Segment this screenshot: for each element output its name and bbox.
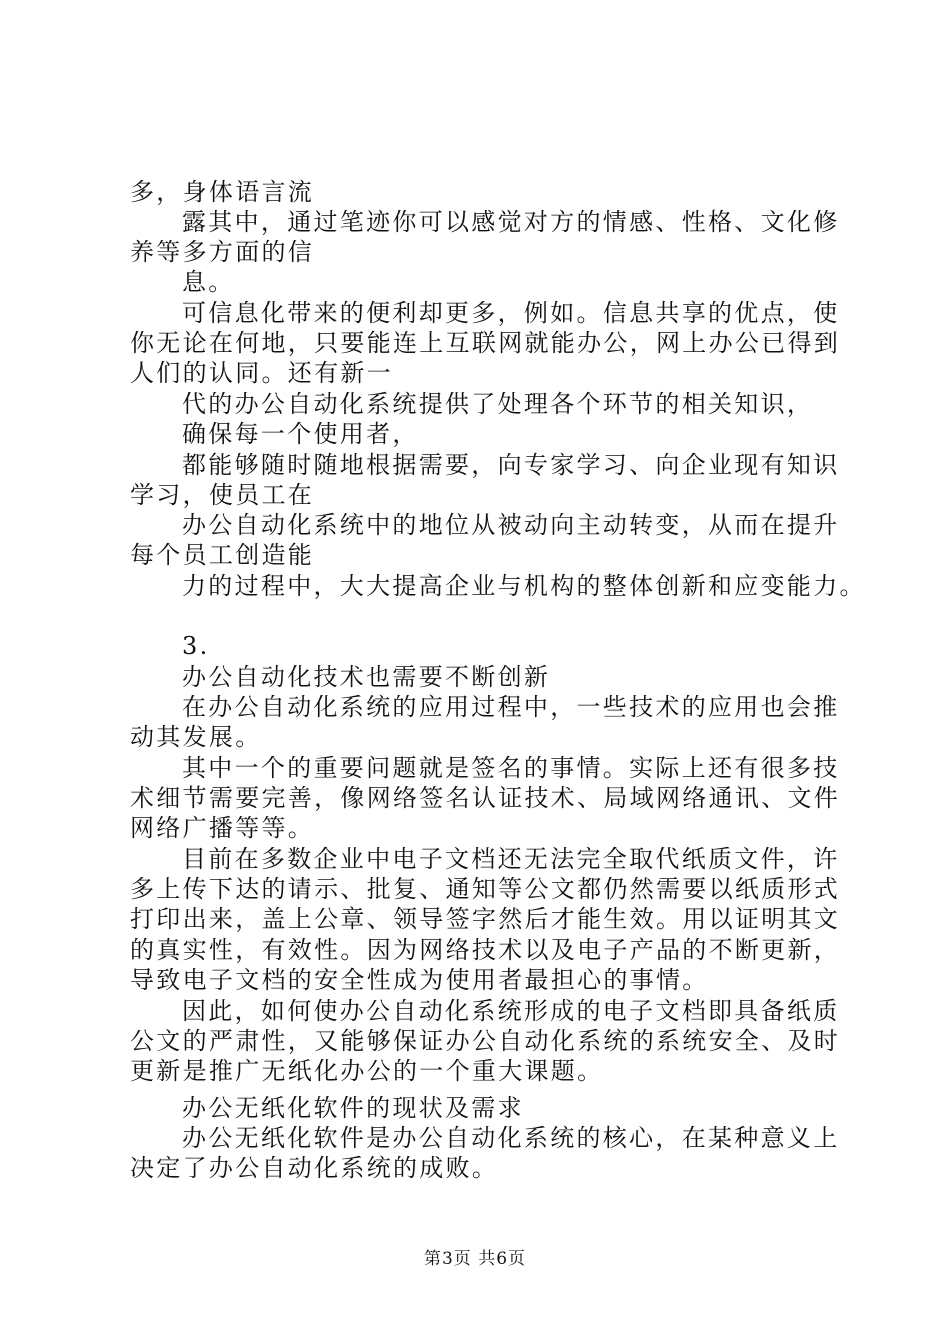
text-line: 你无论在何地，只要能连上互联网就能办公，网上办公已得到 [130,329,841,357]
text-line: 每个员工创造能 [130,541,315,569]
text-line: 目前在多数企业中电子文档还无法完全取代纸质文件，许 [182,845,840,873]
text-line: 打印出来，盖上公章、领导签字然后才能生效。用以证明其文 [130,905,841,933]
text-line: 办公自动化系统中的地位从被动向主动转变，从而在提升 [182,511,840,539]
text-line: 养等多方面的信 [130,238,315,266]
text-line: 在办公自动化系统的应用过程中，一些技术的应用也会推 [182,693,840,721]
text-line: 办公无纸化软件是办公自动化系统的核心，在某种意义上 [182,1124,840,1152]
section-number: 3. [182,632,210,660]
text-line: 多上传下达的请示、批复、通知等公文都仍然需要以纸质形式 [130,875,841,903]
text-line: 代的办公自动化系统提供了处理各个环节的相关知识， [182,390,814,418]
text-line: 确保每一个使用者， [182,420,419,448]
text-line: 导致电子文档的安全性成为使用者最担心的事情。 [130,966,709,994]
text-line: 多，身体语言流 [130,178,315,206]
text-line: 息。 [182,268,235,296]
text-line: 决定了办公自动化系统的成败。 [130,1154,499,1182]
text-line: 可信息化带来的便利却更多，例如。信息共享的优点，使 [182,299,840,327]
text-line: 术细节需要完善，像网络签名认证技术、局域网络通讯、文件 [130,784,841,812]
page-footer: 第3页 共6页 [423,1249,527,1269]
section-heading: 办公自动化技术也需要不断创新 [182,663,551,691]
text-line: 人们的认同。还有新一 [130,359,393,387]
text-line: 网络广播等等。 [130,814,315,842]
text-line: 学习，使员工在 [130,481,315,509]
text-line: 都能够随时随地根据需要，向专家学习、向企业现有知识 [182,451,840,479]
text-line: 的真实性，有效性。因为网络技术以及电子产品的不断更新， [130,936,841,964]
text-line: 因此，如何使办公自动化系统形成的电子文档即具备纸质 [182,997,840,1025]
text-line: 动其发展。 [130,723,262,751]
text-line: 公文的严肃性，又能够保证办公自动化系统的系统安全、及时 [130,1027,841,1055]
text-line: 力的过程中，大大提高企业与机构的整体创新和应变能力。 [182,572,866,600]
text-line: 其中一个的重要问题就是签名的事情。实际上还有很多技 [182,754,840,782]
text-line: 更新是推广无纸化办公的一个重大课题。 [130,1057,604,1085]
text-line: 露其中，通过笔迹你可以感觉对方的情感、性格、文化修 [182,208,840,236]
section-heading: 办公无纸化软件的现状及需求 [182,1094,524,1122]
